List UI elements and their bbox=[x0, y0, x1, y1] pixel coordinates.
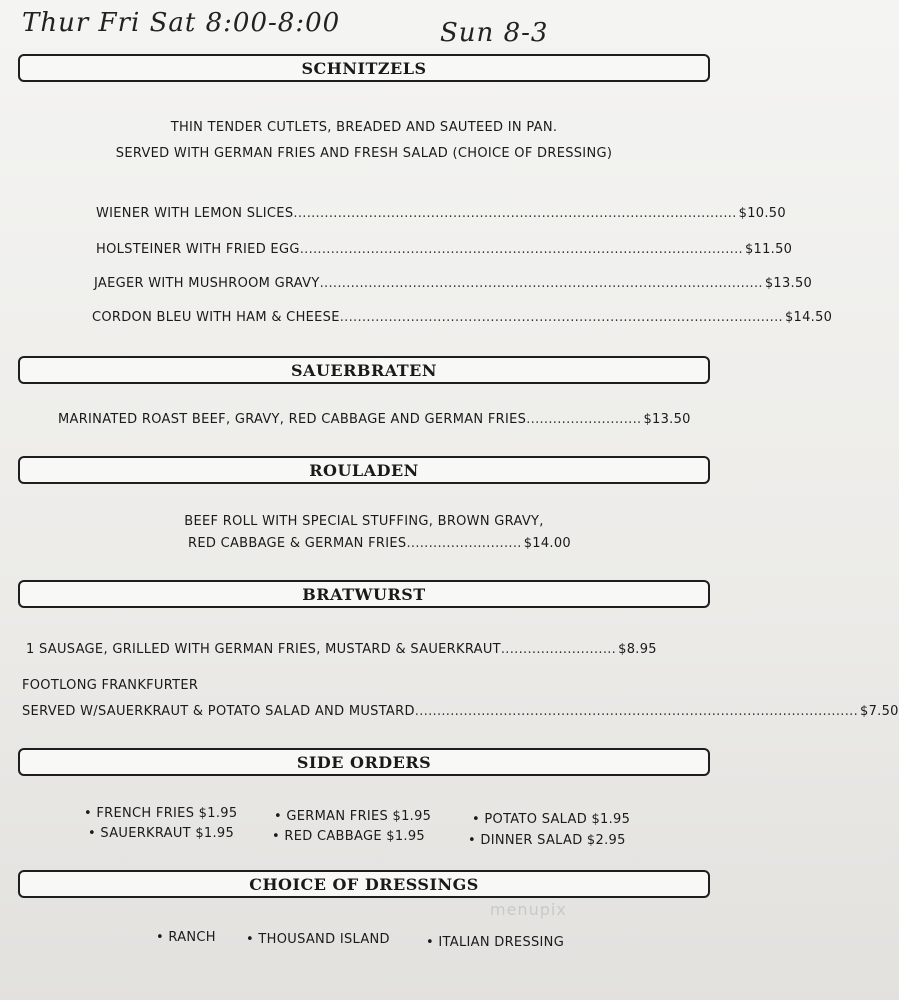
item-price: $7.50 bbox=[860, 704, 899, 719]
section-title: BRATWURST bbox=[302, 584, 426, 604]
side-item: • RED CABBAGE $1.95 bbox=[272, 829, 425, 844]
item-price: $13.50 bbox=[643, 412, 691, 427]
schnitzels-description-line1: THIN TENDER CUTLETS, BREADED AND SAUTEED IN PAN. bbox=[170, 120, 558, 135]
section-title: SCHNITZELS bbox=[301, 58, 427, 78]
item-price: $13.50 bbox=[764, 276, 813, 291]
section-header-sauerbraten bbox=[18, 356, 710, 384]
section-title: SIDE ORDERS bbox=[296, 752, 432, 772]
side-item: • DINNER SALAD $2.95 bbox=[468, 833, 626, 848]
section-title: SAUERBRATEN bbox=[291, 360, 437, 380]
menu-item bbox=[94, 276, 813, 291]
item-name: WIENER WITH LEMON SLICES bbox=[96, 206, 294, 221]
menu-item bbox=[188, 536, 571, 551]
handwritten-hours: Thur Fri Sat 8:00-8:00 bbox=[22, 8, 341, 38]
item-name: RED CABBAGE & GERMAN FRIES bbox=[188, 536, 407, 551]
item-title: FOOTLONG FRANKFURTER bbox=[22, 678, 199, 693]
item-name: 1 SAUSAGE, GRILLED WITH GERMAN FRIES, MUSTARD & SAUERKRAUT bbox=[26, 642, 501, 657]
dressing-item: • THOUSAND ISLAND bbox=[246, 932, 390, 947]
handwritten-sunday-hours: Sun 8-3 bbox=[440, 18, 549, 48]
item-price: $8.95 bbox=[618, 642, 657, 657]
leader-dots: .......................... bbox=[526, 412, 642, 427]
leader-dots: .................................................................................................... bbox=[293, 206, 737, 221]
section-header-bratwurst bbox=[18, 580, 710, 608]
menu-item bbox=[26, 642, 657, 657]
leader-dots: .................................................................................................... bbox=[414, 704, 859, 719]
item-name: JAEGER WITH MUSHROOM GRAVY bbox=[94, 276, 320, 291]
leader-dots: .................................................................................................... bbox=[299, 242, 743, 257]
item-name: CORDON BLEU WITH HAM & CHEESE bbox=[92, 310, 340, 325]
menu-item bbox=[96, 206, 786, 221]
leader-dots: .......................... bbox=[406, 536, 522, 551]
item-price: $14.50 bbox=[784, 310, 833, 325]
menu-item bbox=[58, 412, 691, 427]
rouladen-description: BEEF ROLL WITH SPECIAL STUFFING, BROWN GRAVY, bbox=[184, 514, 544, 529]
leader-dots: .................................................................................................... bbox=[339, 310, 783, 325]
section-header-side-orders bbox=[18, 748, 710, 776]
leader-dots: .......................... bbox=[500, 642, 617, 657]
item-price: $14.00 bbox=[523, 536, 571, 551]
section-header-rouladen bbox=[18, 456, 710, 484]
item-price: $10.50 bbox=[738, 206, 786, 221]
item-name: HOLSTEINER WITH FRIED EGG bbox=[96, 242, 300, 257]
schnitzels-description-line2: SERVED WITH GERMAN FRIES AND FRESH SALAD (CHOICE OF DRESSING) bbox=[115, 146, 613, 161]
watermark: menupix bbox=[490, 900, 567, 919]
dressing-item: • ITALIAN DRESSING bbox=[426, 935, 565, 950]
side-item: • GERMAN FRIES $1.95 bbox=[274, 809, 432, 824]
section-header-schnitzels bbox=[18, 54, 710, 82]
dressing-item: • RANCH bbox=[156, 930, 216, 945]
section-header-dressings bbox=[18, 870, 710, 898]
side-item: • SAUERKRAUT $1.95 bbox=[88, 826, 235, 841]
section-title: CHOICE OF DRESSINGS bbox=[249, 874, 479, 894]
side-item: • POTATO SALAD $1.95 bbox=[472, 812, 631, 827]
leader-dots: .................................................................................................... bbox=[319, 276, 763, 291]
section-title: ROULADEN bbox=[309, 460, 419, 480]
menu-item bbox=[22, 704, 899, 719]
item-price: $11.50 bbox=[744, 242, 793, 257]
side-item: • FRENCH FRIES $1.95 bbox=[84, 806, 238, 821]
item-name: SERVED W/SAUERKRAUT & POTATO SALAD AND MUSTARD bbox=[22, 704, 415, 719]
item-name: MARINATED ROAST BEEF, GRAVY, RED CABBAGE AND GERMAN FRIES bbox=[58, 412, 527, 427]
menu-item bbox=[96, 242, 793, 257]
menu-item bbox=[92, 310, 833, 325]
